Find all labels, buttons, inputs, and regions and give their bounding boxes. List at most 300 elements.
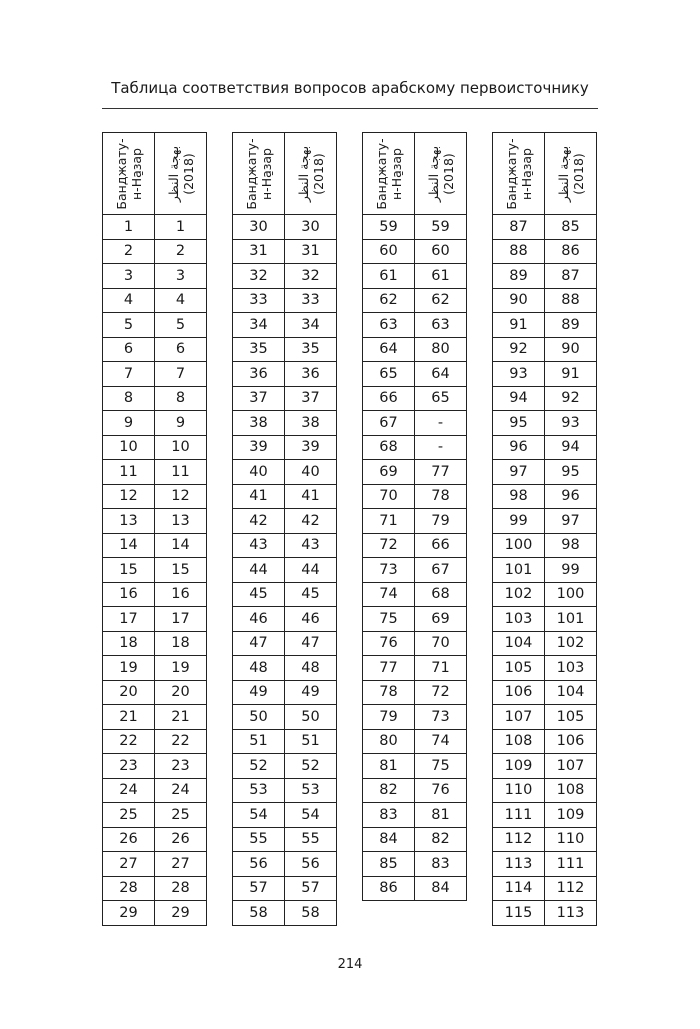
cell-bandzhatu-n-nazar: 35 xyxy=(233,337,285,362)
cell-bandzhatu-n-nazar: 30 xyxy=(233,215,285,240)
cell-bandzhatu-n-nazar: 21 xyxy=(103,705,155,730)
cell-bandzhatu-n-nazar: 3 xyxy=(103,264,155,289)
cell-bandzhatu-n-nazar: 59 xyxy=(363,215,415,240)
table-row xyxy=(233,901,337,926)
table-row xyxy=(363,288,467,313)
table-row xyxy=(233,631,337,656)
cell-bandzhatu-n-nazar: 87 xyxy=(493,215,545,240)
table-row xyxy=(233,656,337,681)
cell-bandzhatu-n-nazar: 37 xyxy=(233,386,285,411)
table-row xyxy=(103,288,207,313)
cell-bahjat-an-nazar: 85 xyxy=(545,215,597,240)
correspondence-table-2 xyxy=(232,132,337,926)
cell-bandzhatu-n-nazar: 98 xyxy=(493,484,545,509)
table-row xyxy=(233,386,337,411)
cell-bandzhatu-n-nazar: 27 xyxy=(103,852,155,877)
cell-bandzhatu-n-nazar: 18 xyxy=(103,631,155,656)
table-row xyxy=(103,435,207,460)
cell-bahjat-an-nazar: 72 xyxy=(415,680,467,705)
table-row xyxy=(233,313,337,338)
header-bandzhatu-n-nazar xyxy=(103,133,155,215)
table-row xyxy=(363,754,467,779)
cell-bandzhatu-n-nazar: 40 xyxy=(233,460,285,485)
table-row xyxy=(493,362,597,387)
cell-bahjat-an-nazar: 68 xyxy=(415,582,467,607)
table-row xyxy=(363,435,467,460)
table-row xyxy=(233,435,337,460)
cell-bandzhatu-n-nazar: 101 xyxy=(493,558,545,583)
cell-bahjat-an-nazar: 56 xyxy=(285,852,337,877)
cell-bahjat-an-nazar: 19 xyxy=(155,656,207,681)
table-row xyxy=(103,215,207,240)
cell-bahjat-an-nazar: 66 xyxy=(415,533,467,558)
header-bandzhatu-n-nazar xyxy=(363,133,415,215)
header-bandzhatu-n-nazar xyxy=(233,133,285,215)
cell-bandzhatu-n-nazar: 94 xyxy=(493,386,545,411)
table-row xyxy=(103,337,207,362)
table-row xyxy=(363,411,467,436)
table-header-row xyxy=(493,133,597,215)
header-line-1: بهجة النظر xyxy=(165,145,181,202)
cell-bandzhatu-n-nazar: 15 xyxy=(103,558,155,583)
cell-bandzhatu-n-nazar: 104 xyxy=(493,631,545,656)
cell-bandzhatu-n-nazar: 39 xyxy=(233,435,285,460)
cell-bahjat-an-nazar: 62 xyxy=(415,288,467,313)
table-row xyxy=(233,239,337,264)
table-row xyxy=(363,876,467,901)
cell-bandzhatu-n-nazar: 20 xyxy=(103,680,155,705)
cell-bahjat-an-nazar: 92 xyxy=(545,386,597,411)
cell-bahjat-an-nazar: 58 xyxy=(285,901,337,926)
page-title: Таблица соответствия вопросов арабскому первоисточнику xyxy=(111,79,589,97)
cell-bandzhatu-n-nazar: 89 xyxy=(493,264,545,289)
cell-bahjat-an-nazar: 11 xyxy=(155,460,207,485)
cell-bahjat-an-nazar: 7 xyxy=(155,362,207,387)
table-row xyxy=(233,754,337,779)
cell-bandzhatu-n-nazar: 60 xyxy=(363,239,415,264)
cell-bandzhatu-n-nazar: 82 xyxy=(363,778,415,803)
table-row xyxy=(493,754,597,779)
cell-bahjat-an-nazar: 77 xyxy=(415,460,467,485)
cell-bandzhatu-n-nazar: 24 xyxy=(103,778,155,803)
table-row xyxy=(363,386,467,411)
cell-bandzhatu-n-nazar: 57 xyxy=(233,876,285,901)
table-header-row xyxy=(233,133,337,215)
cell-bandzhatu-n-nazar: 4 xyxy=(103,288,155,313)
cell-bahjat-an-nazar: 88 xyxy=(545,288,597,313)
cell-bahjat-an-nazar: 55 xyxy=(285,827,337,852)
cell-bandzhatu-n-nazar: 74 xyxy=(363,582,415,607)
table-row xyxy=(363,460,467,485)
table-row xyxy=(233,680,337,705)
cell-bahjat-an-nazar: 32 xyxy=(285,264,337,289)
table-row xyxy=(493,533,597,558)
cell-bahjat-an-nazar: - xyxy=(415,411,467,436)
cell-bahjat-an-nazar: 8 xyxy=(155,386,207,411)
cell-bandzhatu-n-nazar: 61 xyxy=(363,264,415,289)
cell-bahjat-an-nazar: 110 xyxy=(545,827,597,852)
cell-bandzhatu-n-nazar: 71 xyxy=(363,509,415,534)
table-row xyxy=(103,901,207,926)
cell-bandzhatu-n-nazar: 109 xyxy=(493,754,545,779)
table-row xyxy=(363,533,467,558)
cell-bahjat-an-nazar: 24 xyxy=(155,778,207,803)
cell-bahjat-an-nazar: 43 xyxy=(285,533,337,558)
table-row xyxy=(103,362,207,387)
cell-bahjat-an-nazar: 22 xyxy=(155,729,207,754)
table-row xyxy=(103,484,207,509)
table-row xyxy=(233,729,337,754)
table-row xyxy=(493,582,597,607)
cell-bandzhatu-n-nazar: 29 xyxy=(103,901,155,926)
cell-bahjat-an-nazar: 64 xyxy=(415,362,467,387)
cell-bahjat-an-nazar: 42 xyxy=(285,509,337,534)
cell-bandzhatu-n-nazar: 111 xyxy=(493,803,545,828)
header-line-1: Банджату- xyxy=(113,137,129,210)
table-row xyxy=(493,435,597,460)
cell-bahjat-an-nazar: 73 xyxy=(415,705,467,730)
table-row xyxy=(103,852,207,877)
table-row xyxy=(103,876,207,901)
cell-bandzhatu-n-nazar: 25 xyxy=(103,803,155,828)
table-row xyxy=(493,852,597,877)
table-row xyxy=(363,484,467,509)
cell-bandzhatu-n-nazar: 16 xyxy=(103,582,155,607)
cell-bandzhatu-n-nazar: 17 xyxy=(103,607,155,632)
table-row xyxy=(493,778,597,803)
cell-bandzhatu-n-nazar: 53 xyxy=(233,778,285,803)
cell-bahjat-an-nazar: 87 xyxy=(545,264,597,289)
table-row xyxy=(103,264,207,289)
table-row xyxy=(363,313,467,338)
cell-bandzhatu-n-nazar: 66 xyxy=(363,386,415,411)
header-bahjat-an-nazar-2018 xyxy=(155,133,207,215)
cell-bandzhatu-n-nazar: 58 xyxy=(233,901,285,926)
cell-bahjat-an-nazar: 21 xyxy=(155,705,207,730)
cell-bahjat-an-nazar: 34 xyxy=(285,313,337,338)
table-row xyxy=(493,607,597,632)
table-row xyxy=(103,313,207,338)
cell-bahjat-an-nazar: 97 xyxy=(545,509,597,534)
cell-bahjat-an-nazar: 91 xyxy=(545,362,597,387)
table-row xyxy=(103,778,207,803)
cell-bandzhatu-n-nazar: 115 xyxy=(493,901,545,926)
cell-bandzhatu-n-nazar: 32 xyxy=(233,264,285,289)
cell-bahjat-an-nazar: 63 xyxy=(415,313,467,338)
table-row xyxy=(103,582,207,607)
cell-bahjat-an-nazar: 5 xyxy=(155,313,207,338)
cell-bahjat-an-nazar: 3 xyxy=(155,264,207,289)
correspondence-table-1 xyxy=(102,132,207,926)
cell-bahjat-an-nazar: 39 xyxy=(285,435,337,460)
cell-bahjat-an-nazar: 26 xyxy=(155,827,207,852)
cell-bahjat-an-nazar: 6 xyxy=(155,337,207,362)
table-row xyxy=(493,239,597,264)
title-rule xyxy=(102,108,598,109)
table-row xyxy=(103,607,207,632)
table-row xyxy=(493,656,597,681)
cell-bahjat-an-nazar: 54 xyxy=(285,803,337,828)
cell-bandzhatu-n-nazar: 45 xyxy=(233,582,285,607)
table-row xyxy=(233,533,337,558)
table-row xyxy=(493,386,597,411)
cell-bahjat-an-nazar: 31 xyxy=(285,239,337,264)
cell-bahjat-an-nazar: 100 xyxy=(545,582,597,607)
cell-bahjat-an-nazar: 35 xyxy=(285,337,337,362)
cell-bandzhatu-n-nazar: 77 xyxy=(363,656,415,681)
cell-bahjat-an-nazar: 20 xyxy=(155,680,207,705)
cell-bandzhatu-n-nazar: 19 xyxy=(103,656,155,681)
header-line-2: (2018) xyxy=(570,152,586,195)
cell-bandzhatu-n-nazar: 79 xyxy=(363,705,415,730)
table-row xyxy=(233,215,337,240)
cell-bahjat-an-nazar: 80 xyxy=(415,337,467,362)
cell-bandzhatu-n-nazar: 33 xyxy=(233,288,285,313)
table-row xyxy=(493,264,597,289)
table-row xyxy=(233,264,337,289)
table-row xyxy=(493,509,597,534)
table-row xyxy=(233,852,337,877)
table-row xyxy=(493,729,597,754)
cell-bandzhatu-n-nazar: 76 xyxy=(363,631,415,656)
cell-bandzhatu-n-nazar: 96 xyxy=(493,435,545,460)
table-row xyxy=(493,215,597,240)
cell-bandzhatu-n-nazar: 112 xyxy=(493,827,545,852)
cell-bahjat-an-nazar: 33 xyxy=(285,288,337,313)
cell-bahjat-an-nazar: 1 xyxy=(155,215,207,240)
cell-bahjat-an-nazar: 18 xyxy=(155,631,207,656)
table-row xyxy=(233,582,337,607)
cell-bahjat-an-nazar: 78 xyxy=(415,484,467,509)
table-row xyxy=(103,509,207,534)
table-row xyxy=(493,337,597,362)
cell-bahjat-an-nazar: 51 xyxy=(285,729,337,754)
cell-bahjat-an-nazar: 17 xyxy=(155,607,207,632)
table-row xyxy=(363,362,467,387)
cell-bahjat-an-nazar: 70 xyxy=(415,631,467,656)
table-row xyxy=(103,460,207,485)
cell-bahjat-an-nazar: 52 xyxy=(285,754,337,779)
table-row xyxy=(103,386,207,411)
header-line-2: (2018) xyxy=(310,152,326,195)
header-bandzhatu-n-nazar xyxy=(493,133,545,215)
table-row xyxy=(493,558,597,583)
table-row xyxy=(493,460,597,485)
cell-bahjat-an-nazar: 107 xyxy=(545,754,597,779)
cell-bahjat-an-nazar: 36 xyxy=(285,362,337,387)
cell-bandzhatu-n-nazar: 102 xyxy=(493,582,545,607)
cell-bandzhatu-n-nazar: 107 xyxy=(493,705,545,730)
cell-bandzhatu-n-nazar: 5 xyxy=(103,313,155,338)
table-row xyxy=(363,509,467,534)
cell-bahjat-an-nazar: 84 xyxy=(415,876,467,901)
cell-bandzhatu-n-nazar: 85 xyxy=(363,852,415,877)
cell-bahjat-an-nazar: 2 xyxy=(155,239,207,264)
cell-bahjat-an-nazar: 94 xyxy=(545,435,597,460)
table-row xyxy=(103,803,207,828)
table-row xyxy=(363,582,467,607)
cell-bandzhatu-n-nazar: 105 xyxy=(493,656,545,681)
cell-bahjat-an-nazar: 25 xyxy=(155,803,207,828)
cell-bahjat-an-nazar: 112 xyxy=(545,876,597,901)
cell-bandzhatu-n-nazar: 46 xyxy=(233,607,285,632)
cell-bandzhatu-n-nazar: 6 xyxy=(103,337,155,362)
cell-bandzhatu-n-nazar: 67 xyxy=(363,411,415,436)
cell-bahjat-an-nazar: 13 xyxy=(155,509,207,534)
cell-bandzhatu-n-nazar: 2 xyxy=(103,239,155,264)
cell-bandzhatu-n-nazar: 51 xyxy=(233,729,285,754)
header-line-2: н-На̱зар xyxy=(258,147,274,200)
cell-bandzhatu-n-nazar: 78 xyxy=(363,680,415,705)
table-row xyxy=(103,239,207,264)
table-row xyxy=(103,533,207,558)
cell-bahjat-an-nazar: 109 xyxy=(545,803,597,828)
cell-bandzhatu-n-nazar: 68 xyxy=(363,435,415,460)
cell-bandzhatu-n-nazar: 1 xyxy=(103,215,155,240)
cell-bahjat-an-nazar: 89 xyxy=(545,313,597,338)
cell-bandzhatu-n-nazar: 42 xyxy=(233,509,285,534)
cell-bandzhatu-n-nazar: 9 xyxy=(103,411,155,436)
cell-bahjat-an-nazar: 108 xyxy=(545,778,597,803)
cell-bahjat-an-nazar: 95 xyxy=(545,460,597,485)
table-row xyxy=(233,288,337,313)
header-line-2: н-На̱зар xyxy=(128,147,144,200)
table-row xyxy=(493,705,597,730)
cell-bahjat-an-nazar: 79 xyxy=(415,509,467,534)
header-line-2: н-На̱зар xyxy=(518,147,534,200)
table-row xyxy=(363,631,467,656)
cell-bahjat-an-nazar: 48 xyxy=(285,656,337,681)
table-row xyxy=(233,460,337,485)
cell-bahjat-an-nazar: 65 xyxy=(415,386,467,411)
table-row xyxy=(493,288,597,313)
cell-bahjat-an-nazar: 83 xyxy=(415,852,467,877)
table-row xyxy=(103,656,207,681)
cell-bahjat-an-nazar: 101 xyxy=(545,607,597,632)
cell-bahjat-an-nazar: 113 xyxy=(545,901,597,926)
cell-bahjat-an-nazar: 14 xyxy=(155,533,207,558)
cell-bahjat-an-nazar: 106 xyxy=(545,729,597,754)
table-row xyxy=(363,656,467,681)
table-row xyxy=(493,827,597,852)
cell-bahjat-an-nazar: 111 xyxy=(545,852,597,877)
table-row xyxy=(103,558,207,583)
cell-bandzhatu-n-nazar: 14 xyxy=(103,533,155,558)
cell-bandzhatu-n-nazar: 43 xyxy=(233,533,285,558)
table-row xyxy=(493,484,597,509)
table-row xyxy=(493,680,597,705)
cell-bahjat-an-nazar: 102 xyxy=(545,631,597,656)
table-header-row xyxy=(103,133,207,215)
cell-bandzhatu-n-nazar: 113 xyxy=(493,852,545,877)
table-row xyxy=(103,631,207,656)
cell-bahjat-an-nazar: 47 xyxy=(285,631,337,656)
cell-bandzhatu-n-nazar: 7 xyxy=(103,362,155,387)
cell-bandzhatu-n-nazar: 73 xyxy=(363,558,415,583)
table-row xyxy=(233,509,337,534)
cell-bandzhatu-n-nazar: 8 xyxy=(103,386,155,411)
header-bahjat-an-nazar-2018 xyxy=(415,133,467,215)
table-row xyxy=(103,705,207,730)
cell-bandzhatu-n-nazar: 48 xyxy=(233,656,285,681)
cell-bandzhatu-n-nazar: 95 xyxy=(493,411,545,436)
cell-bandzhatu-n-nazar: 65 xyxy=(363,362,415,387)
table-row xyxy=(363,852,467,877)
table-row xyxy=(493,631,597,656)
table-row xyxy=(363,607,467,632)
table-row xyxy=(363,337,467,362)
cell-bahjat-an-nazar: 50 xyxy=(285,705,337,730)
header-line-1: بهجة النظر xyxy=(555,145,571,202)
cell-bahjat-an-nazar: 30 xyxy=(285,215,337,240)
cell-bandzhatu-n-nazar: 108 xyxy=(493,729,545,754)
cell-bandzhatu-n-nazar: 54 xyxy=(233,803,285,828)
table-row xyxy=(233,484,337,509)
cell-bandzhatu-n-nazar: 36 xyxy=(233,362,285,387)
cell-bandzhatu-n-nazar: 52 xyxy=(233,754,285,779)
header-line-2: н-На̱зар xyxy=(388,147,404,200)
table-header-row xyxy=(363,133,467,215)
cell-bandzhatu-n-nazar: 83 xyxy=(363,803,415,828)
cell-bandzhatu-n-nazar: 103 xyxy=(493,607,545,632)
table-row xyxy=(233,778,337,803)
cell-bahjat-an-nazar: 4 xyxy=(155,288,207,313)
table-row xyxy=(363,215,467,240)
table-row xyxy=(103,680,207,705)
table-row xyxy=(233,827,337,852)
cell-bahjat-an-nazar: 10 xyxy=(155,435,207,460)
cell-bandzhatu-n-nazar: 90 xyxy=(493,288,545,313)
header-line-1: Банджату- xyxy=(373,137,389,210)
cell-bandzhatu-n-nazar: 64 xyxy=(363,337,415,362)
table-row xyxy=(363,729,467,754)
cell-bahjat-an-nazar: 41 xyxy=(285,484,337,509)
cell-bandzhatu-n-nazar: 88 xyxy=(493,239,545,264)
cell-bandzhatu-n-nazar: 70 xyxy=(363,484,415,509)
table-row xyxy=(493,313,597,338)
cell-bahjat-an-nazar: 38 xyxy=(285,411,337,436)
header-line-1: بهجة النظر xyxy=(425,145,441,202)
cell-bandzhatu-n-nazar: 110 xyxy=(493,778,545,803)
cell-bandzhatu-n-nazar: 91 xyxy=(493,313,545,338)
cell-bahjat-an-nazar: 99 xyxy=(545,558,597,583)
cell-bandzhatu-n-nazar: 72 xyxy=(363,533,415,558)
cell-bandzhatu-n-nazar: 99 xyxy=(493,509,545,534)
cell-bahjat-an-nazar: 75 xyxy=(415,754,467,779)
cell-bahjat-an-nazar: 60 xyxy=(415,239,467,264)
cell-bandzhatu-n-nazar: 47 xyxy=(233,631,285,656)
cell-bandzhatu-n-nazar: 23 xyxy=(103,754,155,779)
cell-bandzhatu-n-nazar: 44 xyxy=(233,558,285,583)
cell-bahjat-an-nazar: 45 xyxy=(285,582,337,607)
cell-bahjat-an-nazar: 98 xyxy=(545,533,597,558)
table-row xyxy=(363,558,467,583)
cell-bahjat-an-nazar: 27 xyxy=(155,852,207,877)
cell-bahjat-an-nazar: 104 xyxy=(545,680,597,705)
cell-bahjat-an-nazar: 103 xyxy=(545,656,597,681)
cell-bandzhatu-n-nazar: 28 xyxy=(103,876,155,901)
cell-bandzhatu-n-nazar: 62 xyxy=(363,288,415,313)
cell-bahjat-an-nazar: 82 xyxy=(415,827,467,852)
table-row xyxy=(493,411,597,436)
cell-bahjat-an-nazar: 71 xyxy=(415,656,467,681)
table-row xyxy=(363,778,467,803)
table-row xyxy=(233,362,337,387)
table-row xyxy=(233,558,337,583)
cell-bahjat-an-nazar: 93 xyxy=(545,411,597,436)
cell-bandzhatu-n-nazar: 63 xyxy=(363,313,415,338)
cell-bandzhatu-n-nazar: 114 xyxy=(493,876,545,901)
